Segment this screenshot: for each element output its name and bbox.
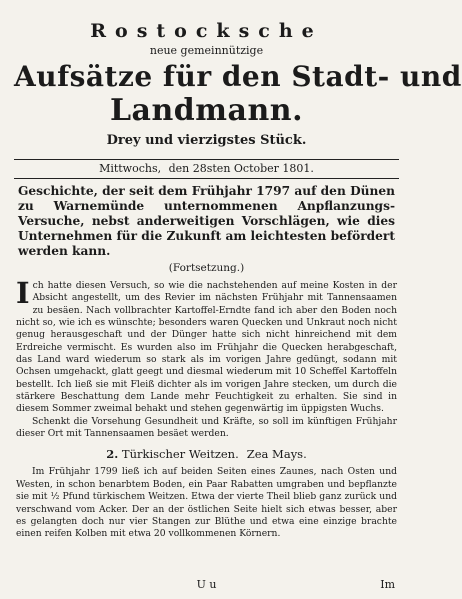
continuation-note: (Fortsetzung.)	[168, 262, 245, 274]
masthead-title-line1: Aufsätze für den Stadt- und	[14, 60, 462, 93]
signature-mark: U u	[196, 578, 217, 591]
masthead-title-line2: Landmann.	[109, 93, 304, 128]
section-2-body	[16, 466, 397, 540]
masthead-subtitle: neue gemeinnützige	[149, 44, 264, 57]
section-2-number: 2.	[106, 447, 119, 462]
section-2-latin: Zea Mays.	[246, 447, 307, 462]
article-headline: Geschichte, der seit dem Frühjahr 1797 auf den Dünen zu Warnemünde unternommenen Anpflanzungs-Versuche, nebst anderweitigen Vorschlägen, wie dies Unternehmen für die Zukunft am leichtesten befördert werden kann.	[18, 184, 395, 258]
section-2-title: Türkischer Weitzen.	[121, 447, 239, 462]
masthead-rostocksche: Rostocksche	[90, 20, 323, 42]
section-2-paragraph: Im Frühjahr 1799 ließ ich auf beiden Seiten eines Zaunes, nach Osten und Westen, in schon benarbtem Boden, ein Paar Rabatten umgraben und bepflanzte sie mit ½ Pfund türkischem Weitzen. Etwa der vierte Theil blieb ganz zurück und verschwand vom Acker. Der an der östlichen Seite hielt sich etwas besser, aber es gelangten doch nur vier Stangen zur Blüthe und etwa eine einzige brachte einen reifen Kolben mit etwa 20 vollkommenen Körnern.	[16, 466, 397, 540]
drop-cap: I	[16, 276, 30, 310]
catchword: Im	[380, 578, 395, 591]
article-body	[16, 276, 397, 440]
dateline-date: den 28sten October 1801.	[168, 162, 314, 175]
paragraph-1	[16, 276, 397, 416]
issue-number: Drey und vierzigstes Stück.	[106, 133, 307, 148]
dateline-weekday: Mittwochs,	[99, 162, 162, 175]
dateline	[14, 159, 399, 179]
paragraph-2: Schenkt die Vorsehung Gesundheit und Kräfte, so soll im künftigen Frühjahr dieser Ort mit Tannensaamen besäet werden.	[16, 415, 397, 440]
paragraph-1-text: ch hatte diesen Versuch, so wie die nachstehenden auf meine Kosten in der Absicht angestellt, um des Revier im nächsten Frühjahr mit Tannensaamen zu besäen. Nach vollbrachter Kartoffel-Erndte fand ich aber den Boden noch nicht so, wie ich es wünschte; besonders waren Quecken und Unkraut noch nicht genug herausgeschaft und der Dünger hatte sich nicht hinreichend mit dem Erdreiche vermischt. Es wurden also im Frühjahr die Quecken herabgeschaft, das Land ward wiederum so stark als im vorigen Jahre gedüngt, sodann mit Ochsen umgehackt, glatt geegt und diesmal wiederum mit 10 Scheffel Kartoffeln bestellt. Ich ließ sie mit Fleiß dichter als im vorigen Jahre stecken, um durch die stärkere Beschattung dem Lande mehr Feuchtigkeit zu erhalten. Sie sind in diesem Sommer zweimal behakt und stehen gegenwärtig im üppigsten Wuchs.	[16, 280, 397, 415]
section-2-heading	[14, 447, 399, 462]
masthead	[14, 20, 462, 150]
